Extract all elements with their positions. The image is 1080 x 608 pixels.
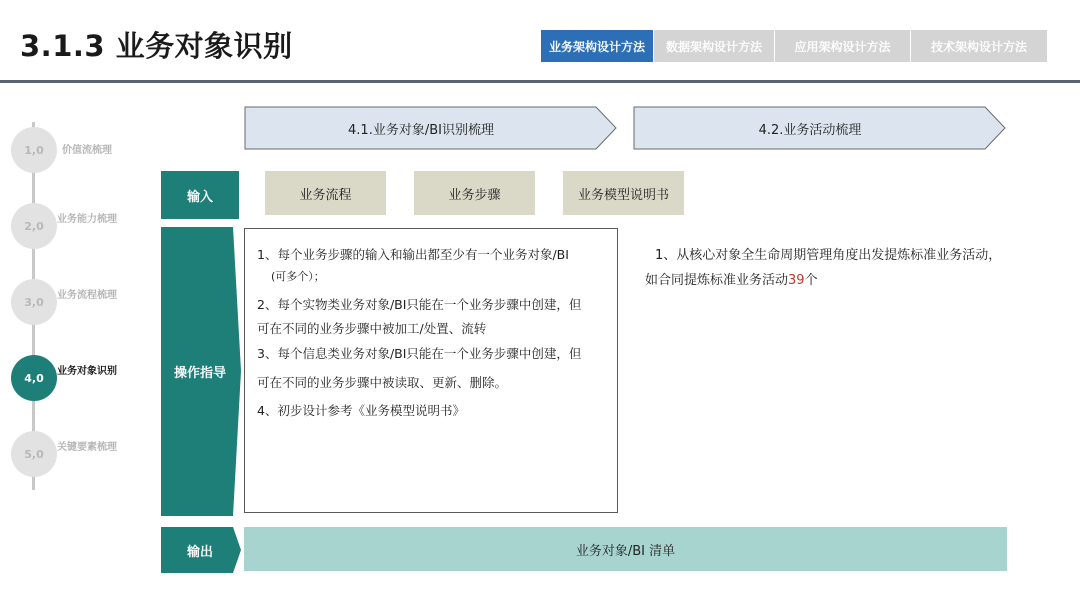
op-item-4: 4、初步设计参考《业务模型说明书》: [257, 403, 465, 418]
activity-line-2-text: 如合同提炼标准业务活动: [645, 273, 789, 288]
step-number: 1,0: [11, 127, 57, 173]
activity-count: 39: [788, 273, 805, 288]
step-label: 关键要素梳理: [57, 442, 117, 453]
operation-guidance-box: [244, 228, 618, 513]
input-row-label: [161, 171, 243, 219]
input-model-spec: 业务模型说明书: [563, 171, 684, 215]
activity-unit: 个: [804, 273, 818, 288]
tab-technology-architecture[interactable]: 技术架构设计方法: [911, 30, 1047, 62]
method-tabs: [541, 30, 1047, 62]
activity-line-2: [645, 268, 1001, 293]
step-number: 2,0: [11, 203, 57, 249]
output-row-label: [161, 527, 243, 573]
op-text: 3、每个信息类业务对象/BI只能在一个业务步骤中创建，但: [257, 346, 582, 361]
phase-label: 4.1.业务对象/BI识别梳理: [348, 122, 494, 138]
header-divider: [0, 80, 1080, 83]
page-title: 3.1.3 业务对象识别: [20, 29, 293, 63]
phase-label: 4.2.业务活动梳理: [758, 122, 862, 138]
input-business-step: 业务步骤: [414, 171, 535, 215]
op-subtext: (可多个）；: [271, 270, 325, 283]
phase-activity-sorting: [633, 106, 1007, 150]
step-label: 业务对象识别: [57, 366, 117, 377]
activity-description: [645, 243, 1001, 293]
ops-label: 操作指导: [173, 366, 226, 381]
step-number: 4,0: [11, 355, 57, 401]
input-business-process: 业务流程: [265, 171, 386, 215]
op-item-2: [257, 293, 581, 341]
step-number: 5,0: [11, 431, 57, 477]
activity-line-1: 1、从核心对象全生命周期管理角度出发提炼标准业务活动，: [655, 248, 1002, 263]
op-item-3: [257, 342, 581, 395]
step-number: 3,0: [11, 279, 57, 325]
ops-row-label: [161, 227, 243, 516]
step-label: 业务流程梳理: [57, 290, 117, 301]
op-text: 1、每个业务步骤的输入和输出都至少有一个业务对象/BI: [257, 247, 569, 262]
op-text: 可在不同的业务步骤中被加工/处置、流转: [257, 321, 487, 336]
tab-business-architecture[interactable]: 业务架构设计方法: [541, 30, 653, 62]
step-label: 业务能力梳理: [57, 214, 117, 225]
op-text: 可在不同的业务步骤中被读取、更新、删除。: [257, 375, 508, 390]
step-label: 价值流梳理: [62, 145, 112, 156]
tab-application-architecture[interactable]: 应用架构设计方法: [775, 30, 910, 62]
input-label: 输入: [186, 189, 213, 205]
op-text: 2、每个实物类业务对象/BI只能在一个业务步骤中创建，但: [257, 297, 582, 312]
output-label: 输出: [186, 544, 213, 560]
output-bi-list: 业务对象/BI 清单: [244, 527, 1007, 571]
phase-bi-identification: [244, 106, 618, 150]
op-item-1: [257, 243, 569, 287]
tab-data-architecture[interactable]: 数据架构设计方法: [654, 30, 774, 62]
